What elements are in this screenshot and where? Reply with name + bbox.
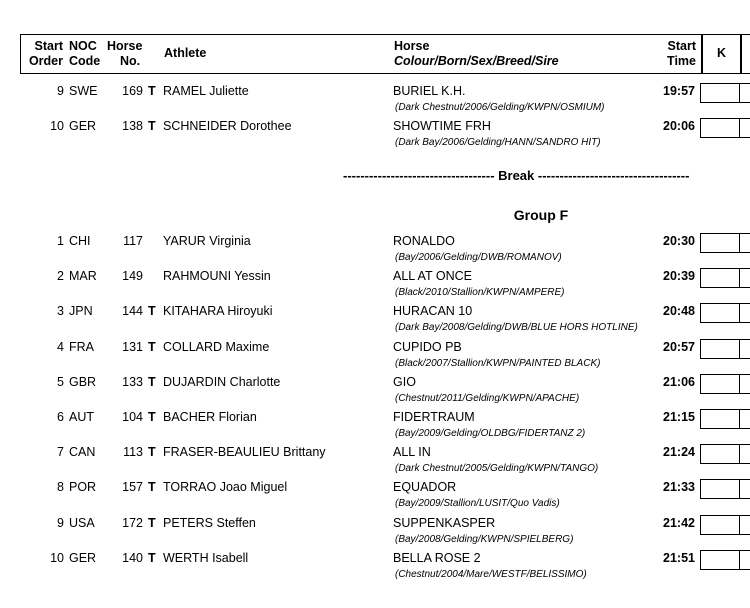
horse-name: SHOWTIME FRH [393,119,491,133]
t-marker: T [148,550,156,565]
table-row [0,445,750,481]
header-start-time-line2: Time [667,54,696,68]
t-marker: T [148,410,156,424]
start-time: 20:57 [663,339,695,354]
score-box[interactable] [740,444,750,464]
header-divider-k [740,35,742,73]
athlete-name: RAHMOUNI Yessin [163,269,271,284]
t-marker: T [148,445,156,460]
header-divider [701,35,703,73]
start-order: 5 [57,374,64,389]
horse-name: HURACAN 10 [393,304,473,319]
k-score-box[interactable] [700,83,740,103]
header-noc-line1: NOC [69,39,97,53]
athlete-name: PETERS Steffen [163,515,256,530]
start-time: 21:06 [663,374,695,389]
score-box[interactable] [740,83,750,103]
athlete-name: RAMEL Juliette [163,84,249,98]
noc-code: CHI [69,234,91,248]
k-score-box[interactable] [700,444,740,464]
athlete-name: TORRAO Joao Miguel [163,480,288,495]
k-score-box[interactable] [700,374,740,394]
header-noc-line2: Code [69,54,101,68]
noc-code: SWE [69,84,98,98]
header-start-order [23,39,63,69]
score-box[interactable] [740,118,750,138]
horse-number: 133 [122,374,143,389]
header-horse-line1: Horse [394,39,430,53]
athlete-name: DUJARDIN Charlotte [163,374,281,389]
header-athlete: Athlete [164,46,207,60]
horse-detail: (Chestnut/2004/Mare/WESTF/BELISSIMO) [395,568,587,580]
start-order: 9 [57,84,64,98]
k-score-box[interactable] [700,409,740,429]
header-horse-no [107,39,142,69]
noc-code: GBR [69,374,97,389]
horse-number: 104 [122,410,143,424]
athlete-name: WERTH Isabell [163,550,249,565]
horse-number: 113 [123,445,143,460]
horse-name: SUPPENKASPER [393,515,496,530]
t-marker: T [148,515,156,530]
table-header [20,34,750,74]
group-title: Group F [513,207,569,223]
horse-name: BELLA ROSE 2 [393,550,481,565]
header-horse-line2: Colour/Born/Sex/Breed/Sire [394,54,559,68]
start-time: 20:39 [663,269,695,284]
horse-detail: (Black/2010/Stallion/KWPN/AMPERE) [395,287,565,299]
horse-detail: (Chestnut/2011/Gelding/KWPN/APACHE) [395,392,580,404]
k-score-box[interactable] [700,550,740,570]
start-order: 2 [57,269,64,284]
table-row [0,84,750,120]
athlete-name: FRASER-BEAULIEU Brittany [163,445,326,460]
noc-code: CAN [69,445,96,460]
athlete-name: YARUR Virginia [163,234,251,248]
horse-detail: (Bay/2009/Gelding/OLDBG/FIDERTANZ 2) [395,428,586,439]
athlete-name: SCHNEIDER Dorothee [163,119,292,133]
start-order: 7 [57,445,64,460]
start-time: 21:15 [663,410,695,424]
header-noc-code [69,39,100,69]
t-marker: T [148,84,156,98]
horse-number: 140 [122,550,143,565]
horse-name: BURIEL K.H. [393,84,466,98]
table-row [0,375,750,411]
start-time: 21:42 [663,515,695,530]
score-box[interactable] [740,515,750,535]
start-time: 21:51 [663,550,695,565]
athlete-name: COLLARD Maxime [163,339,270,354]
table-row [0,304,750,340]
start-order: 6 [57,410,64,424]
k-score-box[interactable] [700,118,740,138]
header-horse-no-line1: Horse [107,39,143,53]
noc-code: JPN [69,304,93,319]
horse-detail: (Dark Chestnut/2006/Gelding/KWPN/OSMIUM) [395,102,605,113]
t-marker: T [148,119,156,133]
horse-number: 172 [122,515,143,530]
horse-name: EQUADOR [393,480,457,495]
break-separator: ----------------------------------- Break ----------------------------------- [343,168,690,183]
t-marker: T [148,339,156,354]
score-box[interactable] [740,233,750,253]
horse-name: ALL AT ONCE [393,269,472,284]
start-time: 21:33 [663,480,695,495]
noc-code: GER [69,550,97,565]
score-box[interactable] [740,409,750,429]
start-order: 10 [50,550,64,565]
horse-name: GIO [393,374,416,389]
header-horse [394,39,559,69]
horse-name: RONALDO [393,234,455,248]
header-start-time-line1: Start [667,39,696,53]
noc-code: MAR [69,269,97,284]
start-order: 1 [57,234,64,248]
start-time: 20:06 [663,119,695,133]
table-row [0,340,750,376]
horse-number: 169 [122,84,143,98]
k-score-box[interactable] [700,479,740,499]
score-box[interactable] [740,550,750,570]
score-box[interactable] [740,374,750,394]
k-score-box[interactable] [700,515,740,535]
horse-name: ALL IN [393,445,431,460]
horse-number: 138 [122,119,143,133]
start-order: 4 [57,339,64,354]
table-row [0,234,750,270]
header-start-order-line1: Start [34,39,63,53]
horse-detail: (Bay/2008/Gelding/KWPN/SPIELBERG) [395,533,574,545]
noc-code: USA [69,515,95,530]
k-score-box[interactable] [700,303,740,323]
start-order: 3 [57,304,64,319]
horse-name: CUPIDO PB [393,339,462,354]
start-time: 19:57 [663,84,695,98]
start-order: 8 [57,480,64,495]
start-time: 20:30 [663,234,695,248]
table-row [0,516,750,552]
horse-name: FIDERTRAUM [393,410,475,424]
t-marker: T [148,374,156,389]
horse-detail: (Dark Chestnut/2005/Gelding/KWPN/TANGO) [395,463,599,475]
score-box[interactable] [740,303,750,323]
t-marker: T [148,304,156,319]
horse-detail: (Dark Bay/2006/Gelding/HANN/SANDRO HIT) [395,137,601,148]
k-score-box[interactable] [700,268,740,288]
noc-code: GER [69,119,97,133]
start-time: 20:48 [663,304,695,319]
noc-code: POR [69,480,97,495]
horse-number: 131 [122,339,143,354]
score-box[interactable] [740,339,750,359]
horse-detail: (Black/2007/Stallion/KWPN/PAINTED BLACK) [395,357,601,369]
header-horse-no-line2: No. [120,54,141,68]
header-k: K [717,46,727,60]
horse-detail: (Bay/2009/Stallion/LUSIT/Quo Vadis) [395,498,560,510]
horse-number: 117 [123,234,143,248]
table-row [0,410,750,446]
score-box[interactable] [740,268,750,288]
table-row [0,551,750,587]
start-order: 10 [50,119,64,133]
start-time: 21:24 [663,445,695,460]
athlete-name: KITAHARA Hiroyuki [163,304,273,319]
horse-number: 157 [122,480,143,495]
header-start-order-line2: Order [28,54,63,68]
horse-number: 149 [122,269,143,284]
table-row [0,480,750,516]
table-row [0,269,750,305]
table-row [0,119,750,155]
k-score-box[interactable] [700,233,740,253]
header-start-time [651,39,696,69]
horse-number: 144 [122,304,143,319]
noc-code: AUT [69,410,94,424]
noc-code: FRA [69,339,94,354]
horse-detail: (Dark Bay/2008/Gelding/DWB/BLUE HORS HOTLINE) [395,322,638,334]
athlete-name: BACHER Florian [163,410,257,424]
t-marker: T [148,480,156,495]
k-score-box[interactable] [700,339,740,359]
start-order: 9 [57,515,64,530]
score-box[interactable] [740,479,750,499]
horse-detail: (Bay/2006/Gelding/DWB/ROMANOV) [395,252,562,263]
